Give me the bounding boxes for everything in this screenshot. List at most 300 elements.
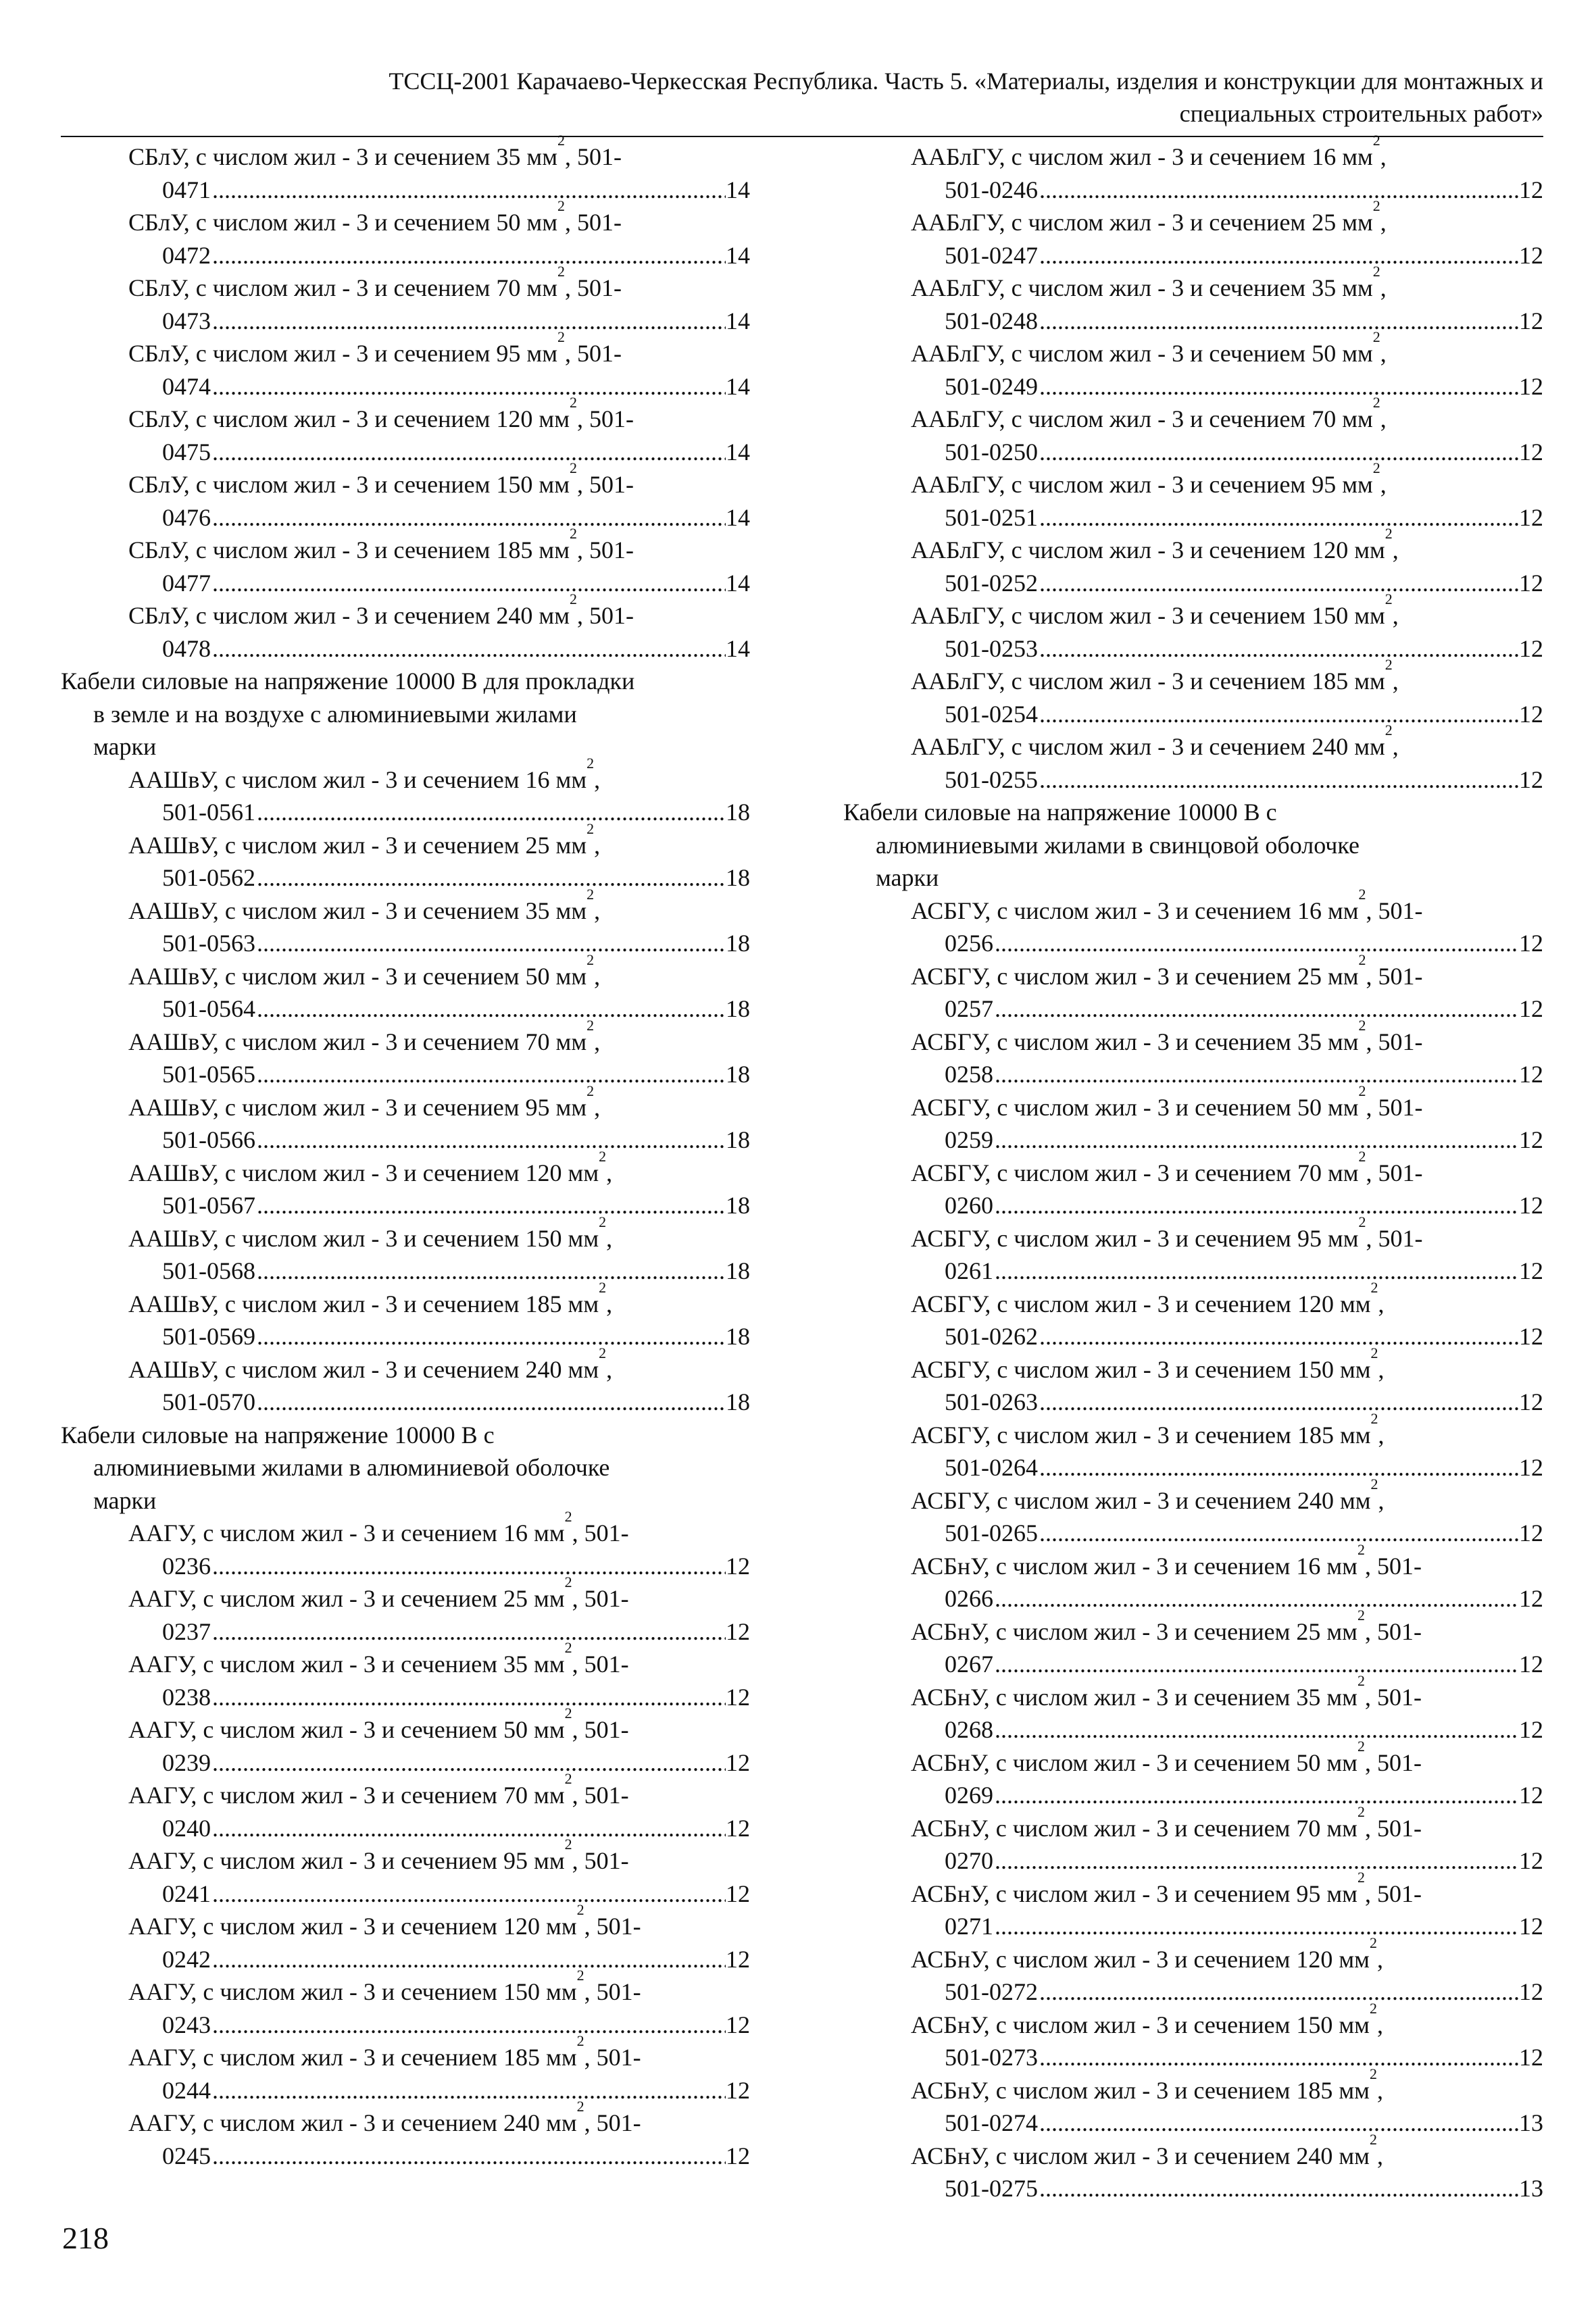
- superscript-two: 2: [1385, 525, 1393, 542]
- index-entry-ref-line: [61, 2009, 750, 2042]
- index-entry-title-line: [843, 2130, 1543, 2173]
- index-entry: [61, 820, 750, 895]
- index-entry-title: ААШвУ, с числом жил - 3 и сечением 95 мм: [128, 1093, 587, 1121]
- index-entry-ref-line: [61, 1124, 750, 1157]
- index-entry-title: АСБнУ, с числом жил - 3 и сечением 95 мм: [911, 1880, 1357, 1907]
- superscript-two: 2: [557, 328, 565, 345]
- dot-leader: [211, 2009, 726, 2042]
- index-entry: [61, 394, 750, 468]
- index-entry-title-line: [61, 1836, 750, 1878]
- superscript-two: 2: [1357, 1803, 1365, 1820]
- index-entry-page: 12: [726, 2076, 750, 2104]
- index-entry-code: 501-0562: [162, 864, 255, 891]
- index-entry-title-line: [61, 2032, 750, 2074]
- index-entry-ref-line: [61, 501, 750, 534]
- index-entry: [61, 754, 750, 829]
- index-entry: [843, 1999, 1543, 2074]
- section-heading-line: [843, 829, 1543, 862]
- index-entry-title: АСБГУ, с числом жил - 3 и сечением 185 мм: [911, 1421, 1371, 1449]
- superscript-two: 2: [599, 1278, 607, 1296]
- index-entry-title: ААБлГУ, с числом жил - 3 и сечением 70 мм: [911, 405, 1373, 432]
- index-entry: [843, 1934, 1543, 2009]
- superscript-two: 2: [564, 1836, 572, 1853]
- index-entry: [843, 2130, 1543, 2205]
- dot-leader: [1038, 1451, 1519, 1484]
- index-entry-title-line: [843, 722, 1543, 763]
- superscript-two: 2: [564, 1508, 572, 1525]
- index-entry: [843, 951, 1543, 1026]
- section-heading-line: [843, 861, 1543, 895]
- index-entry-code: 501-0247: [945, 241, 1038, 269]
- index-entry-code: 0244: [162, 2076, 211, 2104]
- index-entry-ref-line: [61, 1320, 750, 1353]
- index-entry-ref-line: [61, 1255, 750, 1288]
- index-entry-code: 0261: [945, 1257, 993, 1284]
- superscript-two: 2: [576, 1901, 584, 1918]
- superscript-two: 2: [564, 1639, 572, 1656]
- dot-leader: [211, 239, 726, 272]
- index-entry-title-tail: ,: [1376, 2011, 1383, 2038]
- index-entry: [843, 1540, 1543, 1615]
- index-entry: [61, 1016, 750, 1091]
- dot-leader: [1038, 239, 1519, 272]
- superscript-two: 2: [1358, 951, 1366, 968]
- index-entry-title-tail: , 501-: [572, 1585, 629, 1612]
- superscript-two: 2: [1370, 1475, 1378, 1492]
- index-entry-ref-line: [61, 1386, 750, 1419]
- index-entry-page: 12: [726, 2011, 750, 2038]
- index-entry-title: АСБнУ, с числом жил - 3 и сечением 25 мм: [911, 1617, 1357, 1645]
- index-entry: [61, 2032, 750, 2107]
- index-entry-page: 12: [1519, 307, 1543, 334]
- dot-leader: [211, 2140, 726, 2173]
- index-entry-title-tail: , 501-: [1364, 1683, 1422, 1711]
- dot-leader: [211, 1550, 726, 1583]
- dot-leader: [993, 1189, 1519, 1222]
- index-entry-page: 12: [1519, 995, 1543, 1022]
- index-entry-title-line: [61, 754, 750, 797]
- index-entry-title-line: [61, 885, 750, 928]
- dot-leader: [211, 1615, 726, 1649]
- superscript-two: 2: [1369, 2130, 1377, 2148]
- superscript-two: 2: [1372, 263, 1380, 280]
- index-entry-ref-line: [843, 436, 1543, 469]
- index-entry-code: 0239: [162, 1749, 211, 1776]
- index-entry: [843, 1213, 1543, 1288]
- dot-leader: [255, 1386, 726, 1419]
- index-entry-title-line: [61, 197, 750, 239]
- dot-leader: [211, 567, 726, 600]
- index-entry-page: 12: [726, 1945, 750, 1973]
- index-entry-code: 501-0273: [945, 2044, 1038, 2071]
- index-entry-title-line: [843, 1606, 1543, 1649]
- dot-leader: [993, 1713, 1519, 1746]
- index-entry-code: 501-0563: [162, 930, 255, 957]
- index-entry-ref-line: [61, 1189, 750, 1222]
- index-entry-code: 0245: [162, 2142, 211, 2169]
- index-entry-ref-line: [843, 2107, 1543, 2140]
- index-entry-title: ААШвУ, с числом жил - 3 и сечением 240 мм: [128, 1355, 599, 1383]
- index-entry-title-line: [61, 525, 750, 567]
- index-entry-page: 12: [1519, 438, 1543, 466]
- index-entry-title: АСБГУ, с числом жил - 3 и сечением 25 мм: [911, 962, 1359, 990]
- index-entry: [843, 2065, 1543, 2140]
- index-entry-page: 12: [1519, 634, 1543, 662]
- index-entry-ref-line: [843, 1451, 1543, 1484]
- index-entry-page: 12: [1519, 1192, 1543, 1219]
- index-entry-title: ААГУ, с числом жил - 3 и сечением 16 мм: [128, 1519, 565, 1546]
- index-entry-page: 14: [726, 372, 750, 400]
- index-entry-title-line: [843, 885, 1543, 928]
- index-entry-code: 0269: [945, 1782, 993, 1809]
- superscript-two: 2: [569, 394, 577, 411]
- index-entry-page: 12: [726, 1749, 750, 1776]
- superscript-two: 2: [557, 197, 565, 214]
- index-entry-page: 14: [726, 176, 750, 203]
- index-entry: [61, 328, 750, 403]
- index-entry-page: 12: [1519, 1519, 1543, 1546]
- index-entry: [843, 1737, 1543, 1812]
- index-entry-page: 18: [726, 1192, 750, 1219]
- index-entry-code: 0473: [162, 307, 211, 334]
- index-entry: [61, 1770, 750, 1844]
- index-entry-ref-line: [843, 1189, 1543, 1222]
- section-heading-line: [61, 665, 750, 698]
- index-entry-title-tail: ,: [1380, 405, 1387, 432]
- dot-leader: [255, 1189, 726, 1222]
- index-entry-code: 0271: [945, 1913, 993, 1940]
- index-entry-title: СБлУ, с числом жил - 3 и сечением 150 мм: [128, 471, 570, 498]
- dot-leader: [211, 1746, 726, 1780]
- index-entry-ref-line: [61, 1615, 750, 1649]
- index-entry-ref-line: [843, 501, 1543, 534]
- index-entry-code: 501-0248: [945, 307, 1038, 334]
- index-entry-title: АСБнУ, с числом жил - 3 и сечением 16 мм: [911, 1552, 1357, 1580]
- index-entry-title-line: [843, 1999, 1543, 2042]
- index-entry-title-tail: ,: [1376, 1945, 1383, 1973]
- dot-leader: [1038, 1386, 1519, 1419]
- superscript-two: 2: [1385, 656, 1393, 673]
- index-entry-code: 501-0249: [945, 372, 1038, 400]
- index-entry-title-tail: ,: [606, 1290, 613, 1317]
- index-entry-title-line: [61, 1016, 750, 1059]
- index-entry-ref-line: [843, 1976, 1543, 2009]
- index-entry: [61, 1082, 750, 1157]
- index-entry-code: 0471: [162, 176, 211, 203]
- dot-leader: [255, 861, 726, 895]
- superscript-two: 2: [569, 590, 577, 607]
- dot-leader: [211, 632, 726, 665]
- index-entry-title-tail: , 501-: [1366, 962, 1423, 990]
- dot-leader: [993, 927, 1519, 960]
- index-entry-title-tail: ,: [1392, 733, 1399, 760]
- index-entry-title-tail: ,: [594, 831, 601, 859]
- index-entry-page: 12: [1519, 1847, 1543, 1874]
- index-entry-title: ААШвУ, с числом жил - 3 и сечением 16 мм: [128, 765, 587, 793]
- index-entry-ref-line: [61, 239, 750, 272]
- index-entry: [61, 1901, 750, 1976]
- index-entry-page: 18: [726, 799, 750, 826]
- dot-leader: [255, 1124, 726, 1157]
- index-entry-title-tail: ,: [594, 1093, 601, 1121]
- index-entry-code: 501-0570: [162, 1388, 255, 1415]
- index-entry-title: АСБнУ, с числом жил - 3 и сечением 35 мм: [911, 1683, 1357, 1711]
- superscript-two: 2: [1357, 1868, 1365, 1886]
- index-entry-title-line: [61, 1213, 750, 1255]
- dot-leader: [1038, 436, 1519, 469]
- superscript-two: 2: [599, 1147, 607, 1165]
- index-entry-title: АСБГУ, с числом жил - 3 и сечением 50 мм: [911, 1093, 1359, 1121]
- index-entry: [843, 1475, 1543, 1550]
- index-entry-title-line: [843, 1475, 1543, 1517]
- section-heading-text: Кабели силовые на напряжение 10000 В с: [61, 1421, 495, 1449]
- index-entry-page: 13: [1519, 2109, 1543, 2136]
- index-entry-ref-line: [843, 370, 1543, 403]
- dot-leader: [1038, 501, 1519, 534]
- index-entry-code: 501-0252: [945, 569, 1038, 597]
- index-entry-title-tail: , 501-: [576, 602, 634, 629]
- index-entry-code: 0260: [945, 1192, 993, 1219]
- index-entry-title: СБлУ, с числом жил - 3 и сечением 95 мм: [128, 340, 557, 367]
- index-entry-page: 14: [726, 569, 750, 597]
- index-entry-title-line: [61, 1705, 750, 1746]
- index-entry-ref-line: [843, 1517, 1543, 1550]
- dot-leader: [1038, 2107, 1519, 2140]
- index-entry-title-line: [843, 525, 1543, 567]
- dot-leader: [255, 927, 726, 960]
- index-entry-title-tail: ,: [606, 1224, 613, 1252]
- index-entry-code: 501-0264: [945, 1454, 1038, 1481]
- index-entry-ref-line: [61, 992, 750, 1026]
- index-entry-title-line: [61, 1639, 750, 1681]
- index-entry-page: 12: [726, 2142, 750, 2169]
- index-entry-code: 0474: [162, 372, 211, 400]
- index-entry-page: 18: [726, 1126, 750, 1153]
- index-entry: [61, 459, 750, 534]
- superscript-two: 2: [564, 1770, 572, 1787]
- index-entry-title-line: [843, 1082, 1543, 1124]
- section-heading-text: марки: [93, 733, 157, 760]
- index-entry: [843, 132, 1543, 206]
- section-heading: [61, 665, 750, 763]
- index-entry-title: АСБнУ, с числом жил - 3 и сечением 185 мм: [911, 2076, 1370, 2104]
- index-entry-page: 12: [726, 1683, 750, 1711]
- index-entry-title-tail: , 501-: [584, 2044, 641, 2071]
- index-entry-title-tail: , 501-: [584, 2109, 641, 2136]
- index-entry-title-line: [843, 1278, 1543, 1321]
- index-entry-title: АСБнУ, с числом жил - 3 и сечением 150 мм: [911, 2011, 1370, 2038]
- index-entry-title-line: [843, 1868, 1543, 1911]
- index-entry-page: 12: [1519, 1978, 1543, 2005]
- dot-leader: [211, 1681, 726, 1714]
- section-heading: [843, 796, 1543, 895]
- index-entry-title-tail: , 501-: [576, 405, 634, 432]
- dot-leader: [993, 1124, 1519, 1157]
- superscript-two: 2: [569, 459, 577, 476]
- index-entry-title: СБлУ, с числом жил - 3 и сечением 120 мм: [128, 405, 570, 432]
- index-entry-title-line: [843, 1147, 1543, 1190]
- index-entry-title-line: [843, 1213, 1543, 1255]
- index-entry-page: 12: [1519, 176, 1543, 203]
- index-entry: [843, 885, 1543, 960]
- section-heading-line: [61, 730, 750, 763]
- index-entry-title-tail: ,: [1376, 2142, 1383, 2169]
- index-entry-title-tail: , 501-: [572, 1519, 629, 1546]
- index-entry-code: 0270: [945, 1847, 993, 1874]
- index-entry-ref-line: [843, 567, 1543, 600]
- superscript-two: 2: [576, 2032, 584, 2049]
- index-entry-code: 0258: [945, 1061, 993, 1088]
- superscript-two: 2: [599, 1344, 607, 1361]
- index-entry-title-tail: ,: [1392, 536, 1399, 563]
- dot-leader: [993, 1582, 1519, 1615]
- index-entry-title-line: [61, 394, 750, 436]
- index-entry-page: 12: [1519, 1913, 1543, 1940]
- index-entry-code: 0243: [162, 2011, 211, 2038]
- index-entry-title: АСБнУ, с числом жил - 3 и сечением 120 мм: [911, 1945, 1370, 1973]
- superscript-two: 2: [1369, 2065, 1377, 2082]
- dot-leader: [1038, 632, 1519, 665]
- index-entry: [843, 1606, 1543, 1681]
- index-entry-title: СБлУ, с числом жил - 3 и сечением 185 мм: [128, 536, 570, 563]
- index-entry-title: АСБГУ, с числом жил - 3 и сечением 240 мм: [911, 1486, 1371, 1514]
- index-entry-title: АСБГУ, с числом жил - 3 и сечением 35 мм: [911, 1028, 1359, 1055]
- index-entry-title-tail: , 501-: [1364, 1749, 1422, 1776]
- index-entry: [843, 459, 1543, 534]
- index-entry-title-tail: , 501-: [564, 340, 622, 367]
- index-entry-code: 501-0566: [162, 1126, 255, 1153]
- index-entry-title: ААБлГУ, с числом жил - 3 и сечением 25 мм: [911, 209, 1373, 236]
- index-entry: [843, 1147, 1543, 1222]
- index-entry-page: 14: [726, 438, 750, 466]
- dot-leader: [255, 992, 726, 1026]
- dot-leader: [993, 1779, 1519, 1812]
- index-entry-title-tail: , 501-: [584, 1913, 641, 1940]
- index-entry-page: 18: [726, 1323, 750, 1350]
- index-entry-title-line: [843, 459, 1543, 501]
- index-entry: [61, 1213, 750, 1288]
- dot-leader: [211, 1812, 726, 1845]
- section-heading-line: [843, 796, 1543, 829]
- index-entry: [843, 1278, 1543, 1353]
- index-entry: [843, 525, 1543, 599]
- index-entry-title-line: [843, 1344, 1543, 1386]
- index-entry-code: 501-0274: [945, 2109, 1038, 2136]
- index-entry-title-line: [843, 656, 1543, 698]
- index-entry-page: 18: [726, 1061, 750, 1088]
- index-entry-title: ААШвУ, с числом жил - 3 и сечением 35 мм: [128, 897, 587, 924]
- index-entry-page: 12: [1519, 1716, 1543, 1743]
- index-entry-ref-line: [61, 796, 750, 829]
- superscript-two: 2: [1372, 197, 1380, 214]
- index-entry-ref-line: [843, 1713, 1543, 1746]
- index-entry-title-line: [61, 132, 750, 174]
- index-entry-ref-line: [843, 992, 1543, 1026]
- dot-leader: [211, 370, 726, 403]
- index-entry-ref-line: [843, 1844, 1543, 1878]
- superscript-two: 2: [1369, 1934, 1377, 1951]
- superscript-two: 2: [1372, 459, 1380, 476]
- index-entry: [843, 1082, 1543, 1157]
- index-entry-page: 12: [1519, 1585, 1543, 1612]
- index-entry-title: ААГУ, с числом жил - 3 и сечением 95 мм: [128, 1847, 565, 1874]
- index-entry-code: 0476: [162, 503, 211, 531]
- index-entry-page: 12: [1519, 1454, 1543, 1481]
- index-entry: [843, 1671, 1543, 1746]
- index-entry-ref-line: [61, 174, 750, 207]
- superscript-two: 2: [564, 1574, 572, 1590]
- index-entry-code: 501-0561: [162, 799, 255, 826]
- index-entry-title: СБлУ, с числом жил - 3 и сечением 50 мм: [128, 209, 557, 236]
- index-entry-title: ААБлГУ, с числом жил - 3 и сечением 240 мм: [911, 733, 1385, 760]
- index-entry-title-tail: ,: [1380, 274, 1387, 301]
- index-entry-ref-line: [61, 1681, 750, 1714]
- index-entry-ref-line: [61, 632, 750, 665]
- index-entry: [61, 1967, 750, 2041]
- superscript-two: 2: [587, 1082, 595, 1099]
- index-entry-code: 501-0263: [945, 1388, 1038, 1415]
- index-entry-code: 0256: [945, 930, 993, 957]
- index-entry-code: 0472: [162, 241, 211, 269]
- index-entry-title-tail: ,: [1380, 471, 1387, 498]
- index-entry: [843, 722, 1543, 796]
- index-entry-title-line: [61, 1278, 750, 1321]
- running-header: [61, 65, 1543, 130]
- index-entry: [61, 263, 750, 337]
- index-entry-page: 14: [726, 307, 750, 334]
- index-entry-page: 14: [726, 634, 750, 662]
- index-entry-page: 18: [726, 864, 750, 891]
- index-entry: [61, 1508, 750, 1582]
- index-entry: [61, 1705, 750, 1779]
- dot-leader: [1038, 1517, 1519, 1550]
- index-entry-ref-line: [843, 763, 1543, 797]
- index-entry: [843, 394, 1543, 468]
- index-entry-title-line: [61, 1901, 750, 1943]
- dot-leader: [211, 1878, 726, 1911]
- index-entry-page: 12: [726, 1880, 750, 1907]
- index-entry-code: 501-0564: [162, 995, 255, 1022]
- superscript-two: 2: [1357, 1606, 1365, 1624]
- dot-leader: [993, 1648, 1519, 1681]
- index-entry-title-line: [843, 590, 1543, 632]
- dot-leader: [1038, 567, 1519, 600]
- superscript-two: 2: [1369, 1999, 1377, 2017]
- index-entry: [61, 1278, 750, 1353]
- index-entry-code: 501-0275: [945, 2175, 1038, 2202]
- index-entry-ref-line: [843, 2172, 1543, 2205]
- index-entry-title-tail: ,: [594, 897, 601, 924]
- index-entry-ref-line: [843, 305, 1543, 338]
- section-heading-text: Кабели силовые на напряжение 10000 В с: [843, 799, 1277, 826]
- index-entry-title-tail: , 501-: [576, 471, 634, 498]
- index-entry-code: 0259: [945, 1126, 993, 1153]
- index-entry-ref-line: [61, 861, 750, 895]
- index-entry: [61, 951, 750, 1026]
- index-entry-ref-line: [843, 1320, 1543, 1353]
- index-entry-title: ААБлГУ, с числом жил - 3 и сечением 16 мм: [911, 143, 1373, 170]
- index-entry-title: АСБнУ, с числом жил - 3 и сечением 70 мм: [911, 1814, 1357, 1842]
- index-entry-title-line: [843, 1934, 1543, 1976]
- index-entry-title-tail: , 501-: [1364, 1552, 1422, 1580]
- dot-leader: [1038, 698, 1519, 731]
- index-entry-title: ААГУ, с числом жил - 3 и сечением 150 мм: [128, 1978, 577, 2005]
- index-entry-page: 12: [726, 1617, 750, 1645]
- index-entry-title-line: [843, 328, 1543, 370]
- index-entry-code: 0257: [945, 995, 993, 1022]
- dot-leader: [1038, 305, 1519, 338]
- index-entry: [843, 1016, 1543, 1091]
